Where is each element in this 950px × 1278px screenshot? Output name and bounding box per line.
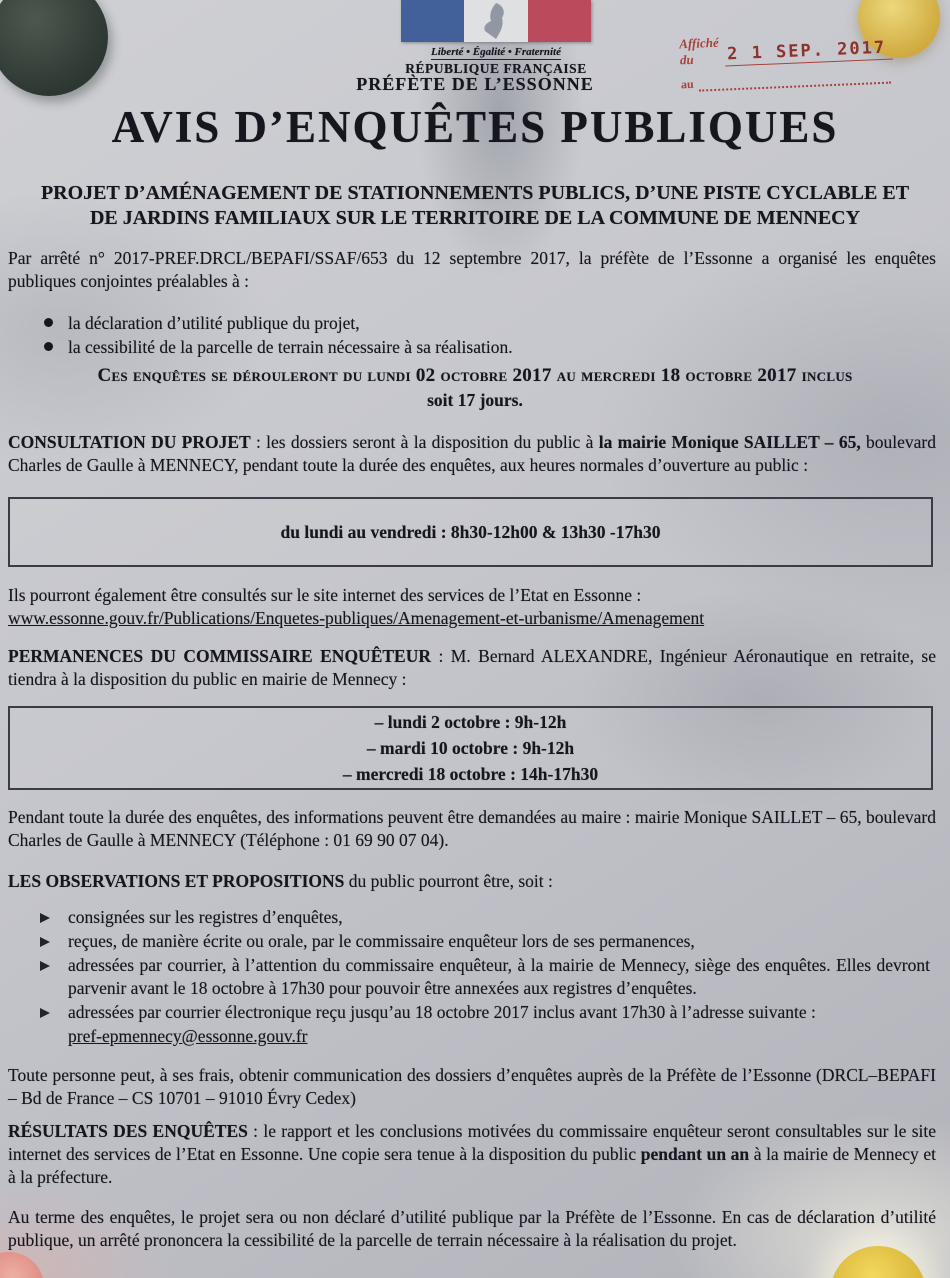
stamp-second-label: au (680, 76, 694, 92)
flag-red-block (528, 0, 591, 42)
permanences-rest: : M. Bernard ALEXANDRE, Ingénieur Aéronautique en retraite, se tiendra à la disposition du public en mairie de Mennecy : (8, 646, 936, 690)
enquiry-dates (0, 365, 950, 411)
list-item (68, 311, 908, 335)
arrow-bullet-icon (40, 913, 50, 923)
opening-hours-box (8, 497, 933, 567)
permanences-lead: PERMANENCES DU COMMISSAIRE ENQUÊTEUR (8, 646, 431, 666)
motto-text: Liberté • Égalité • Fraternité (431, 46, 561, 58)
stamp-date: 2 1 SEP. 2017 (725, 38, 893, 67)
internet-text: Ils pourront également être consultés sur le site internet des services de l’Etat en Essonne : (8, 585, 642, 605)
bullet-dot-icon (44, 342, 53, 351)
magnet-bottom-left (0, 1252, 44, 1278)
french-flag-logo (401, 0, 591, 42)
results-lead: RÉSULTATS DES ENQUÊTES (8, 1121, 248, 1141)
results-bold: pendant un an (640, 1144, 750, 1165)
permanences-paragraph (8, 645, 936, 691)
internet-paragraph (8, 584, 936, 630)
bullet-text: la cessibilité de la parcelle de terrain nécessaire à sa réalisation. (68, 337, 513, 358)
results-part2: à la mairie de Mennecy et à la préfecture. (8, 1144, 936, 1188)
dates-line2: soit 17 jours. (427, 390, 523, 410)
bullet-dot-icon (44, 318, 53, 327)
list-item (68, 335, 908, 359)
posting-date-stamp (679, 28, 891, 93)
notice-title: AVIS D’ENQUÊTES PUBLIQUES (111, 102, 839, 152)
arrow-bullet-icon (40, 937, 50, 947)
final-paragraph: Au terme des enquêtes, le projet sera ou non déclaré d’utilité publique par la Préfète de l’Essonne. En cas de déclaration d’utilité publique, un arrêté prononcera la cessibilité de la parcelle de terrain nécessaire à la réalisation du projet. (8, 1207, 936, 1251)
arrow-bullet-icon (40, 1008, 50, 1018)
flag-blue-block (401, 0, 464, 42)
observation-text: consignées sur les registres d’enquêtes, (68, 907, 343, 927)
contact-email: pref-epmennecy@essonne.gouv.fr (68, 1025, 308, 1046)
observation-text: reçues, de manière écrite ou orale, par le commissaire enquêteur lors de ses permanences, (68, 930, 695, 951)
intro-bullet-list (68, 311, 908, 359)
list-item (68, 906, 930, 930)
dossier-access-paragraph: Toute personne peut, à ses frais, obtenir communication des dossiers d’enquêtes auprès de la Préfète de l’Essonne (DRCL–BEPAFI – Bd de France – CS 10701 – 91010 Évry Cedex) (8, 1065, 936, 1109)
republic-text: RÉPUBLIQUE FRANÇAISE (405, 61, 587, 76)
observations-paragraph (8, 870, 936, 893)
session-line: – mardi 10 octobre : 9h-12h (366, 738, 575, 758)
arrow-bullet-icon (40, 961, 50, 971)
session-line: – lundi 2 octobre : 9h-12h (374, 712, 567, 732)
website-url: www.essonne.gouv.fr/Publications/Enquetes-publiques/Amenagement-et-urbanisme/Amenagement (8, 608, 705, 629)
observation-text: adressées par courrier électronique reçu jusqu’au 18 octobre 2017 inclus avant 17h30 à l’adresse suivante : (68, 1002, 816, 1023)
intro-paragraph: Par arrêté n° 2017-PREF.DRCL/BEPAFI/SSAF/653 du 12 septembre 2017, la préfète de l’Essonne a organisé les enquêtes publiques conjointes préalables à : (8, 248, 936, 292)
list-item (68, 930, 930, 954)
project-subtitle: PROJET D’AMÉNAGEMENT DE STATIONNEMENTS PUBLICS, D’UNE PISTE CYCLABLE ET DE JARDINS FAMILIAUX SUR LE TERRITOIRE DE LA COMMUNE DE MENNECY (40, 182, 910, 229)
session-line: – mercredi 18 octobre : 14h-17h30 (342, 764, 599, 784)
consultation-paragraph (8, 431, 936, 477)
observations-lead: LES OBSERVATIONS ET PROPOSITIONS (8, 871, 345, 891)
list-item (68, 954, 930, 1002)
consultation-place: la mairie Monique SAILLET – 65, (598, 432, 861, 452)
marianne-profile-icon (464, 0, 528, 42)
results-paragraph (8, 1120, 936, 1189)
info-mairie-paragraph: Pendant toute la durée des enquêtes, des informations peuvent être demandées au maire : mairie Monique SAILLET – 65, boulevard Charles de Gaulle à MENNECY (Téléphone : 01 69 90 07 04). (8, 807, 936, 851)
french-republic-logo (400, 0, 592, 77)
observations-list (68, 906, 930, 1049)
observation-text: adressées par courrier, à l’attention du commissaire enquêteur, à la mairie de Mennecy, siège des enquêtes. Elles devront parvenir avant le 18 octobre à 17h30 pour pouvoir être annexées aux registres d’enquêtes. (68, 954, 930, 999)
opening-hours-text: du lundi au vendredi : 8h30-12h00 & 13h30 -17h30 (280, 521, 661, 542)
stamp-label: Affiché du (678, 34, 719, 68)
observations-rest: du public pourront être, soit : (344, 871, 553, 891)
consultation-mid: : les dossiers seront à la disposition du public à (250, 432, 599, 452)
consultation-rest: boulevard Charles de Gaulle à MENNECY, pendant toute la durée des enquêtes, aux heures normales d’ouverture au public : (8, 432, 936, 476)
sessions-box (8, 706, 933, 790)
consultation-lead: CONSULTATION DU PROJET (8, 432, 251, 452)
list-item (68, 1001, 930, 1049)
prefecture-name: PRÉFÈTE DE L’ESSONNE (356, 74, 594, 94)
bullet-text: la déclaration d’utilité publique du projet, (68, 313, 360, 333)
results-part1: : le rapport et les conclusions motivées du commissaire enquêteur seront consultables sur le site internet des services de l’Etat en Essonne. Une copie sera tenue à la disposition du public (8, 1121, 937, 1165)
dates-line1: Ces enquêtes se dérouleront du lundi 02 octobre 2017 au mercredi 18 octobre 2017 inclus (97, 365, 853, 386)
